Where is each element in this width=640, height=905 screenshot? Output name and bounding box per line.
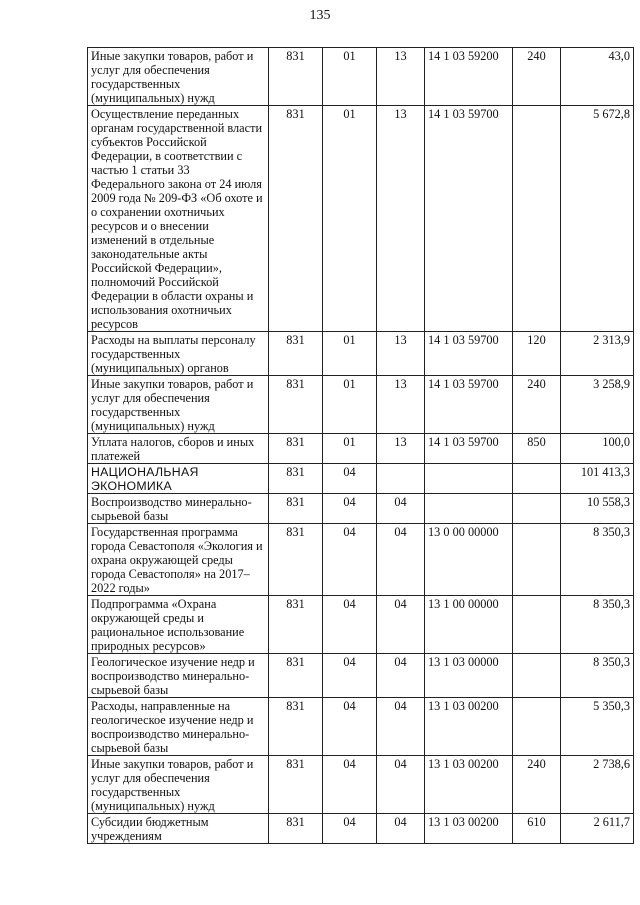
row-section-code: 04 [323, 596, 377, 654]
row-expense-type: 120 [513, 332, 561, 376]
row-target-code: 13 1 03 00000 [425, 654, 513, 698]
row-expense-type: 240 [513, 756, 561, 814]
row-target-code: 14 1 03 59700 [425, 106, 513, 332]
row-sum: 5 350,3 [561, 698, 634, 756]
row-subsection-code: 04 [377, 698, 425, 756]
table-row [88, 814, 634, 844]
row-name: Подпрограмма «Охрана окружающей среды и рациональное использование природных ресурсов» [88, 596, 269, 654]
row-expense-type [513, 596, 561, 654]
row-name: Осуществление переданных органам государственной власти субъектов Российской Федерации, в соответствии с частью 1 статьи 33 Федерального закона от 24 июля 2009 года № 209-ФЗ «Об охоте и о сохранении охотничьих ресурсов и о внесении изменений в отдельные законодательные акты Российской Федерации», полномочий Российской Федерации в области охраны и использования охотничьих ресурсов [88, 106, 269, 332]
row-target-code: 14 1 03 59700 [425, 434, 513, 464]
table-row [88, 596, 634, 654]
row-name: НАЦИОНАЛЬНАЯ ЭКОНОМИКА [88, 464, 269, 494]
row-expense-type: 850 [513, 434, 561, 464]
row-name: Уплата налогов, сборов и иных платежей [88, 434, 269, 464]
row-sum: 8 350,3 [561, 654, 634, 698]
row-section-code: 04 [323, 756, 377, 814]
table-row [88, 106, 634, 332]
row-section-code: 04 [323, 464, 377, 494]
row-subsection-code: 13 [377, 106, 425, 332]
row-subsection-code: 04 [377, 814, 425, 844]
row-section-code: 01 [323, 434, 377, 464]
row-target-code: 14 1 03 59200 [425, 48, 513, 106]
row-expense-type [513, 106, 561, 332]
row-name: Расходы на выплаты персоналу государственных (муниципальных) органов [88, 332, 269, 376]
row-admin-code: 831 [269, 596, 323, 654]
budget-table [87, 47, 634, 844]
row-sum: 8 350,3 [561, 596, 634, 654]
row-admin-code: 831 [269, 654, 323, 698]
row-name: Воспроизводство минерально-сырьевой базы [88, 494, 269, 524]
row-expense-type: 240 [513, 376, 561, 434]
row-admin-code: 831 [269, 464, 323, 494]
row-admin-code: 831 [269, 434, 323, 464]
row-name: Субсидии бюджетным учреждениям [88, 814, 269, 844]
row-subsection-code: 13 [377, 48, 425, 106]
row-section-code: 01 [323, 376, 377, 434]
row-target-code: 13 1 03 00200 [425, 814, 513, 844]
row-section-code: 04 [323, 494, 377, 524]
table-row [88, 332, 634, 376]
row-sum: 8 350,3 [561, 524, 634, 596]
row-admin-code: 831 [269, 698, 323, 756]
row-subsection-code: 04 [377, 654, 425, 698]
row-subsection-code: 04 [377, 494, 425, 524]
row-target-code [425, 464, 513, 494]
row-name: Государственная программа города Севастополя «Экология и охрана окружающей среды города Севастополя» на 2017–2022 годы» [88, 524, 269, 596]
row-sum: 10 558,3 [561, 494, 634, 524]
row-sum: 101 413,3 [561, 464, 634, 494]
row-section-code: 01 [323, 106, 377, 332]
row-admin-code: 831 [269, 756, 323, 814]
row-subsection-code: 13 [377, 332, 425, 376]
row-subsection-code: 13 [377, 434, 425, 464]
row-target-code: 13 1 00 00000 [425, 596, 513, 654]
row-expense-type [513, 698, 561, 756]
row-expense-type: 610 [513, 814, 561, 844]
row-name: Иные закупки товаров, работ и услуг для обеспечения государственных (муниципальных) нужд [88, 48, 269, 106]
row-target-code: 13 1 03 00200 [425, 698, 513, 756]
row-admin-code: 831 [269, 376, 323, 434]
table-row [88, 756, 634, 814]
row-admin-code: 831 [269, 332, 323, 376]
row-section-code: 01 [323, 332, 377, 376]
row-target-code: 13 1 03 00200 [425, 756, 513, 814]
row-sum: 2 738,6 [561, 756, 634, 814]
row-subsection-code: 04 [377, 524, 425, 596]
table-row [88, 376, 634, 434]
row-admin-code: 831 [269, 106, 323, 332]
row-target-code: 14 1 03 59700 [425, 376, 513, 434]
row-expense-type [513, 464, 561, 494]
row-expense-type [513, 654, 561, 698]
row-admin-code: 831 [269, 48, 323, 106]
row-subsection-code [377, 464, 425, 494]
row-subsection-code: 04 [377, 756, 425, 814]
row-section-code: 04 [323, 524, 377, 596]
row-name: Иные закупки товаров, работ и услуг для обеспечения государственных (муниципальных) нужд [88, 376, 269, 434]
row-expense-type [513, 524, 561, 596]
table-row [88, 464, 634, 494]
row-section-code: 04 [323, 698, 377, 756]
row-sum: 5 672,8 [561, 106, 634, 332]
table-row [88, 654, 634, 698]
row-admin-code: 831 [269, 494, 323, 524]
row-expense-type: 240 [513, 48, 561, 106]
row-target-code: 13 0 00 00000 [425, 524, 513, 596]
row-section-code: 04 [323, 654, 377, 698]
row-sum: 43,0 [561, 48, 634, 106]
row-subsection-code: 04 [377, 596, 425, 654]
table-row [88, 434, 634, 464]
row-section-code: 01 [323, 48, 377, 106]
row-admin-code: 831 [269, 814, 323, 844]
row-target-code: 14 1 03 59700 [425, 332, 513, 376]
row-sum: 3 258,9 [561, 376, 634, 434]
table-row [88, 48, 634, 106]
row-section-code: 04 [323, 814, 377, 844]
row-name: Геологическое изучение недр и воспроизводство минерально-сырьевой базы [88, 654, 269, 698]
row-expense-type [513, 494, 561, 524]
row-sum: 100,0 [561, 434, 634, 464]
row-target-code [425, 494, 513, 524]
row-sum: 2 611,7 [561, 814, 634, 844]
row-subsection-code: 13 [377, 376, 425, 434]
table-row [88, 524, 634, 596]
row-name: Расходы, направленные на геологическое изучение недр и воспроизводство минерально-сырьевой базы [88, 698, 269, 756]
row-name: Иные закупки товаров, работ и услуг для обеспечения государственных (муниципальных) нужд [88, 756, 269, 814]
table-row [88, 698, 634, 756]
row-sum: 2 313,9 [561, 332, 634, 376]
page-number: 135 [309, 8, 331, 23]
row-admin-code: 831 [269, 524, 323, 596]
table-row [88, 494, 634, 524]
